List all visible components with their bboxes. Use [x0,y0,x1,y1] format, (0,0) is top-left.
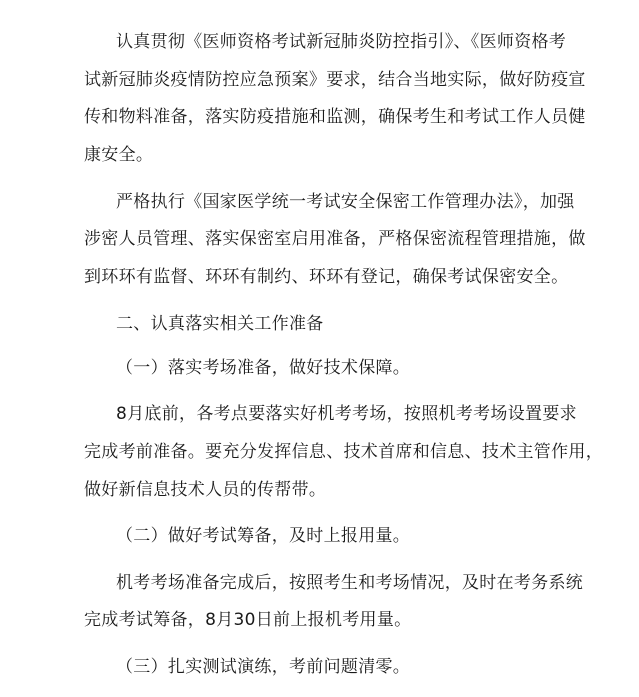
section-heading: 二、认真落实相关工作准备 [116,314,324,334]
text-line: 试新冠肺炎疫情防控应急预案》要求，结合当地实际，做好防疫宣 [84,70,586,90]
text-line: 严格执行《国家医学统一考试安全保密工作管理办法》，加强 [116,192,575,212]
text-line: 8月底前，各考点要落实好机考考场，按照机考考场设置要求 [116,404,577,424]
text-line: 机考考场准备完成后，按照考生和考场情况，及时在考务系统 [116,573,584,593]
subheading: （二）做好考试筹备，及时上报用量。 [116,526,411,546]
text-line: 完成考试筹备，8月30日前上报机考用量。 [84,610,412,630]
text-line: 传和物料准备，落实防疫措施和监测，确保考生和考试工作人员健 [84,107,586,127]
text-line: 涉密人员管理、落实保密室启用准备，严格保密流程管理措施，做 [84,229,586,249]
text-line: 做好新信息技术人员的传帮带。 [84,480,327,500]
text-line: 认真贯彻《医师资格考试新冠肺炎防控指引》、《医师资格考 [116,32,567,52]
subheading: （三）扎实测试演练，考前问题清零。 [116,657,411,677]
subheading: （一）落实考场准备，做好技术保障。 [116,358,411,378]
text-line: 到环环有监督、环环有制约、环环有登记，确保考试保密安全。 [84,267,569,287]
text-line: 完成考前准备。要充分发挥信息、技术首席和信息、技术主管作用， [84,442,603,462]
text-line: 康安全。 [84,145,154,165]
